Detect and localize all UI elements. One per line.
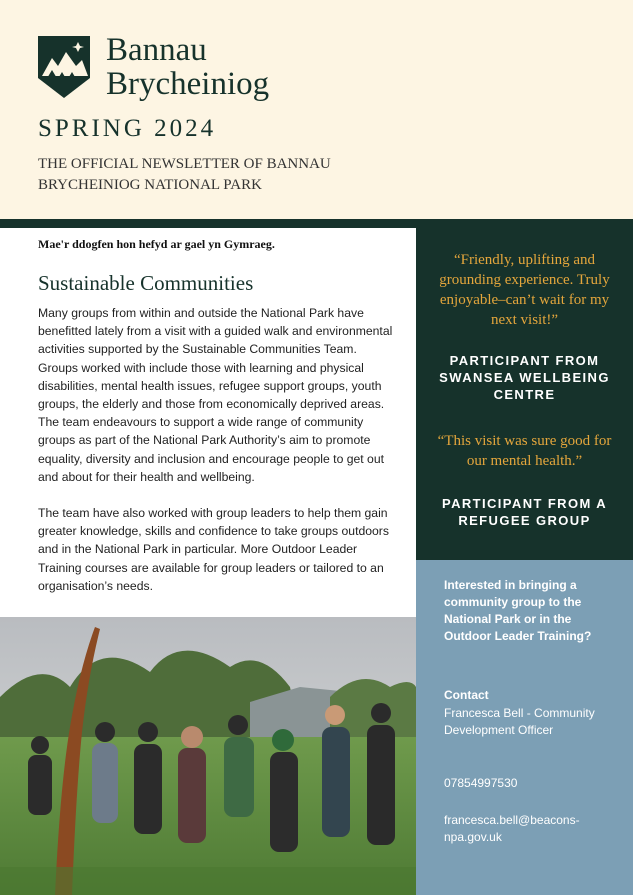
article <box>0 228 416 617</box>
section-title: Sustainable Communities <box>38 271 254 295</box>
group-photo <box>0 617 416 895</box>
contact-phone[interactable]: 07854997530 <box>444 776 518 790</box>
brand-name <box>106 33 269 101</box>
testimonial-quote-1: “Friendly, uplifting and grounding experience. Truly enjoyable–can’t wait for my next visit!” <box>439 252 610 328</box>
article-body <box>38 304 398 613</box>
header <box>0 0 633 219</box>
brand-line-2: Brycheiniog <box>106 66 270 102</box>
welsh-availability-note: Mae'r ddogfen hon hefyd ar gael yn Gymraeg. <box>38 237 275 251</box>
group-photo-illustration <box>0 617 416 895</box>
contact-panel <box>416 560 633 895</box>
contact-name-role: Francesca Bell - Community Development Officer <box>444 706 595 737</box>
national-park-logo <box>38 36 90 98</box>
subtitle-line-1: THE OFFICIAL NEWSLETTER OF BANNAU <box>38 156 331 172</box>
contact-email[interactable]: francesca.bell@beacons-npa.gov.uk <box>444 813 580 844</box>
testimonials-panel <box>416 228 633 560</box>
contact-heading: Contact <box>444 688 489 702</box>
brand-line-1: Bannau <box>106 32 207 68</box>
testimonial-quote-2: “This visit was sure good for our mental health.” <box>437 433 612 469</box>
contact-prompt: Interested in bringing a community group to the National Park or in the Outdoor Leader Training? <box>444 578 592 643</box>
article-paragraph-2: The team have also worked with group leaders to help them gain greater knowledge, skills and confidence to take groups outdoors and in the National Park in particular. More Outdoor Leader Training courses are available for group leaders or tailored to an organisation’s needs. <box>38 506 389 593</box>
article-paragraph-1: Many groups from within and outside the National Park have benefitted lately from a visit with a guided walk and environmental activities supported by the Sustainable Communities Team. Groups worked with include those with learning and physical disabilities, mental health issues, refugee support groups, youth groups, the elderly and those from economically deprived areas. The team endeavours to support a wide range of community groups as part of the National Park Authority’s aim to promote equality, diversity and inclusion and encourage people to get out and about for their health and wellbeing. <box>38 306 393 484</box>
newsletter-subtitle <box>38 154 398 196</box>
subtitle-line-2: BRYCHEINIOG NATIONAL PARK <box>38 177 262 193</box>
issue-season: SPRING 2024 <box>38 115 217 142</box>
testimonial-attribution-1: PARTICIPANT FROM SWANSEA WELLBEING CENTRE <box>439 353 610 402</box>
testimonial-attribution-2: PARTICIPANT FROM A REFUGEE GROUP <box>441 496 608 528</box>
